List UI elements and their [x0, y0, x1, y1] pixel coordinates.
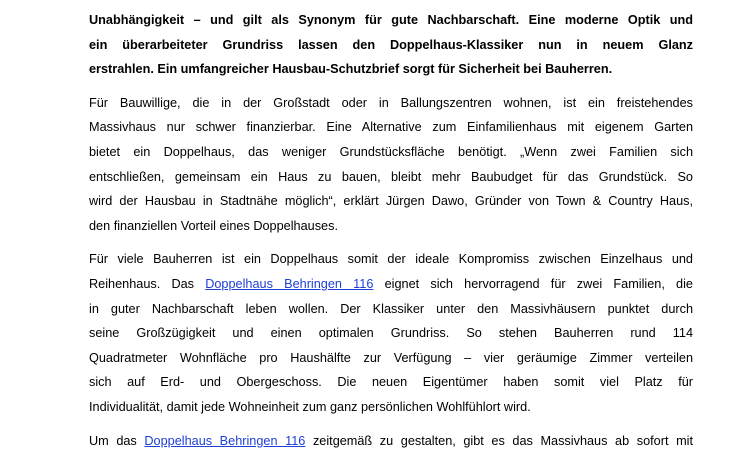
body-paragraph-2	[89, 247, 693, 419]
paragraph-2-line-2	[89, 272, 693, 297]
doppelhaus-behringen-link[interactable]: Doppelhaus Behringen 116	[205, 277, 373, 291]
paragraph-1-line-4: entschließen, gemeinsam ein Haus zu bauen, bleibt mehr Baubudget für das Grundstück. So	[89, 165, 693, 190]
paragraph-3-line-1	[89, 429, 693, 453]
paragraph-1-line-6: den finanziellen Vorteil eines Doppelhauses.	[89, 214, 693, 239]
paragraph-1-line-5: wird der Hausbau in Stadtnähe möglich“, erklärt Jürgen Dawo, Gründer von Town & Country Haus,	[89, 189, 693, 214]
lead-paragraph	[89, 8, 693, 82]
paragraph-2-line-2-text-before: Reihenhaus. Das	[89, 277, 205, 291]
paragraph-2-line-7: Individualität, damit jede Wohneinheit zum ganz persönlichen Wohlfühlort wird.	[89, 395, 693, 420]
paragraph-3-text-after: zeitgemäß zu gestalten, gibt es das Massivhaus ab sofort mit	[305, 434, 693, 448]
paragraph-1-line-3: bietet ein Doppelhaus, das weniger Grundstücksfläche benötigt. „Wenn zwei Familien sich	[89, 140, 693, 165]
paragraph-2-line-6: sich auf Erd- und Obergeschoss. Die neuen Eigentümer haben somit viel Platz für	[89, 370, 693, 395]
body-paragraph-3-partial	[89, 429, 693, 453]
lead-line-2: ein überarbeiteter Grundriss lassen den Doppelhaus-Klassiker nun in neuem Glanz	[89, 33, 693, 58]
lead-line-1: Unabhängigkeit – und gilt als Synonym für gute Nachbarschaft. Eine moderne Optik und	[89, 8, 693, 33]
paragraph-2-line-5: Quadratmeter Wohnfläche pro Haushälfte zur Verfügung – vier geräumige Zimmer verteilen	[89, 346, 693, 371]
paragraph-2-line-2-text-after: eignet sich hervorragend für zwei Familien, die	[373, 277, 693, 291]
paragraph-2-line-4: seine Großzügigkeit und einen optimalen Grundriss. So stehen Bauherren rund 114	[89, 321, 693, 346]
paragraph-3-text-before: Um das	[89, 434, 144, 448]
paragraph-1-line-1: Für Bauwillige, die in der Großstadt oder in Ballungszentren wohnen, ist ein freistehendes	[89, 91, 693, 116]
doppelhaus-behringen-link-2[interactable]: Doppelhaus Behringen 116	[144, 434, 305, 448]
paragraph-1-line-2: Massivhaus nur schwer finanzierbar. Eine Alternative zum Einfamilienhaus mit eigenem Garten	[89, 115, 693, 140]
paragraph-2-line-3: in guter Nachbarschaft leben wollen. Der Klassiker unter den Massivhäusern punktet durch	[89, 297, 693, 322]
lead-line-3: erstrahlen. Ein umfangreicher Hausbau-Schutzbrief sorgt für Sicherheit bei Bauherren.	[89, 57, 693, 82]
document-page	[89, 8, 693, 453]
paragraph-2-line-1: Für viele Bauherren ist ein Doppelhaus somit der ideale Kompromiss zwischen Einzelhaus und	[89, 247, 693, 272]
body-paragraph-1	[89, 91, 693, 239]
